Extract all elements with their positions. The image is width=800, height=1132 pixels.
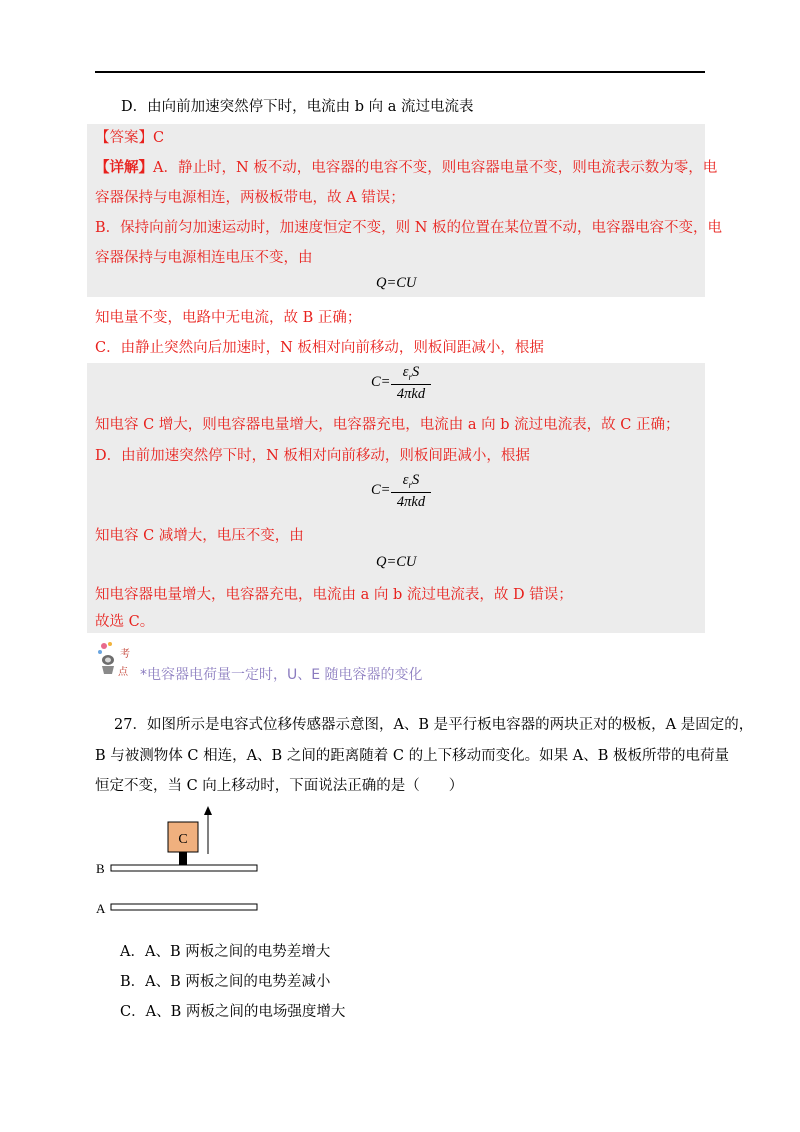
formula-c-lhs-2: C=	[371, 482, 391, 498]
detail-d-line-2: 知电容 C 减增大，电压不变，由	[95, 528, 304, 544]
page-top-rule	[95, 71, 705, 73]
fraction-bar-1	[391, 384, 431, 385]
conclusion: 故选 C。	[95, 614, 155, 630]
detail-d-line-1: D．由前加速突然停下时，N 板相对向前移动，则板间距减小，根据	[95, 448, 530, 464]
q27-line-1: 27．如图所示是电容式位移传感器示意图，A、B 是平行板电容器的两块正对的极板，A 是固定的，	[114, 717, 754, 733]
plate-b-label: B	[96, 861, 105, 876]
q27-option-b: B．A、B 两板之间的电势差减小	[120, 974, 331, 990]
formula-c-fraction-1	[391, 364, 431, 406]
detail-b-line-1: B．保持向前匀加速运动时，加速度恒定不变，则 N 板的位置在某位置不动，电容器电容不变，电	[95, 220, 723, 236]
q27-line-3: 恒定不变，当 C 向上移动时，下面说法正确的是（ ）	[95, 778, 464, 794]
kaodian-char-2: 点	[118, 667, 128, 678]
capacitor-diagram	[90, 805, 270, 920]
detail-a-text-1: A．静止时，N 板不动，电容器的电容不变，则电容器电量不变，则电流表示数为零，电	[153, 160, 718, 176]
connector-rod	[179, 852, 187, 865]
detail-c-line-1: C．由静止突然向后加速时，N 板相对向前移动，则板间距减小，根据	[95, 340, 544, 356]
kaodian-icon	[96, 640, 134, 684]
plate-a	[111, 904, 257, 910]
object-c-label: C	[178, 832, 188, 847]
answer-label: 【答案】C	[95, 130, 165, 146]
detail-b-line-3: 知电量不变，电路中无电流，故 B 正确；	[95, 310, 362, 326]
formula-c-denominator-1: 4πkd	[396, 386, 426, 402]
detail-b-line-2: 容器保持与电源相连电压不变，由	[95, 250, 313, 266]
formula-c-fraction-2	[391, 472, 431, 514]
q27-line-2: B 与被测物体 C 相连，A、B 之间的距离随着 C 的上下移动而变化。如果 A、B 极板所带的电荷量	[95, 748, 729, 764]
q27-option-c: C．A、B 两板之间的电场强度增大	[120, 1004, 346, 1020]
detail-c-line-2: 知电容 C 增大，则电容器电量增大，电容器充电，电流由 a 向 b 流过电流表，故 C 正确；	[95, 417, 680, 433]
up-arrow-icon	[204, 806, 212, 815]
detail-label: 【详解】	[95, 159, 153, 176]
prev-option-d: D．由向前加速突然停下时，电流由 b 向 a 流过电流表	[121, 99, 474, 115]
formula-c-numerator-1: $\varepsilon_rS$	[402, 364, 420, 382]
plate-b	[111, 865, 257, 871]
detail-a-line-2: 容器保持与电源相连，两极板带电，故 A 错误；	[95, 190, 405, 206]
formula-q-cu-2: Q=CU	[376, 554, 417, 570]
detail-a-line-1	[95, 158, 717, 178]
detail-d-line-3: 知电容器电量增大，电容器充电，电流由 a 向 b 流过电流表，故 D 错误；	[95, 587, 573, 603]
fraction-bar-2	[391, 492, 431, 493]
formula-q-cu-1: Q=CU	[376, 275, 417, 291]
q27-option-a: A．A、B 两板之间的电势差增大	[120, 944, 331, 960]
kaodian-text: *电容器电荷量一定时，U、E 随电容器的变化	[140, 667, 423, 683]
kaodian-char-1: 考	[120, 649, 130, 660]
formula-c-lhs-1: C=	[371, 374, 391, 390]
formula-c-denominator-2: 4πkd	[396, 494, 426, 510]
formula-c-numerator-2: $\varepsilon_rS$	[402, 472, 420, 490]
answer-block-1	[87, 124, 705, 297]
plate-a-label: A	[96, 901, 106, 916]
